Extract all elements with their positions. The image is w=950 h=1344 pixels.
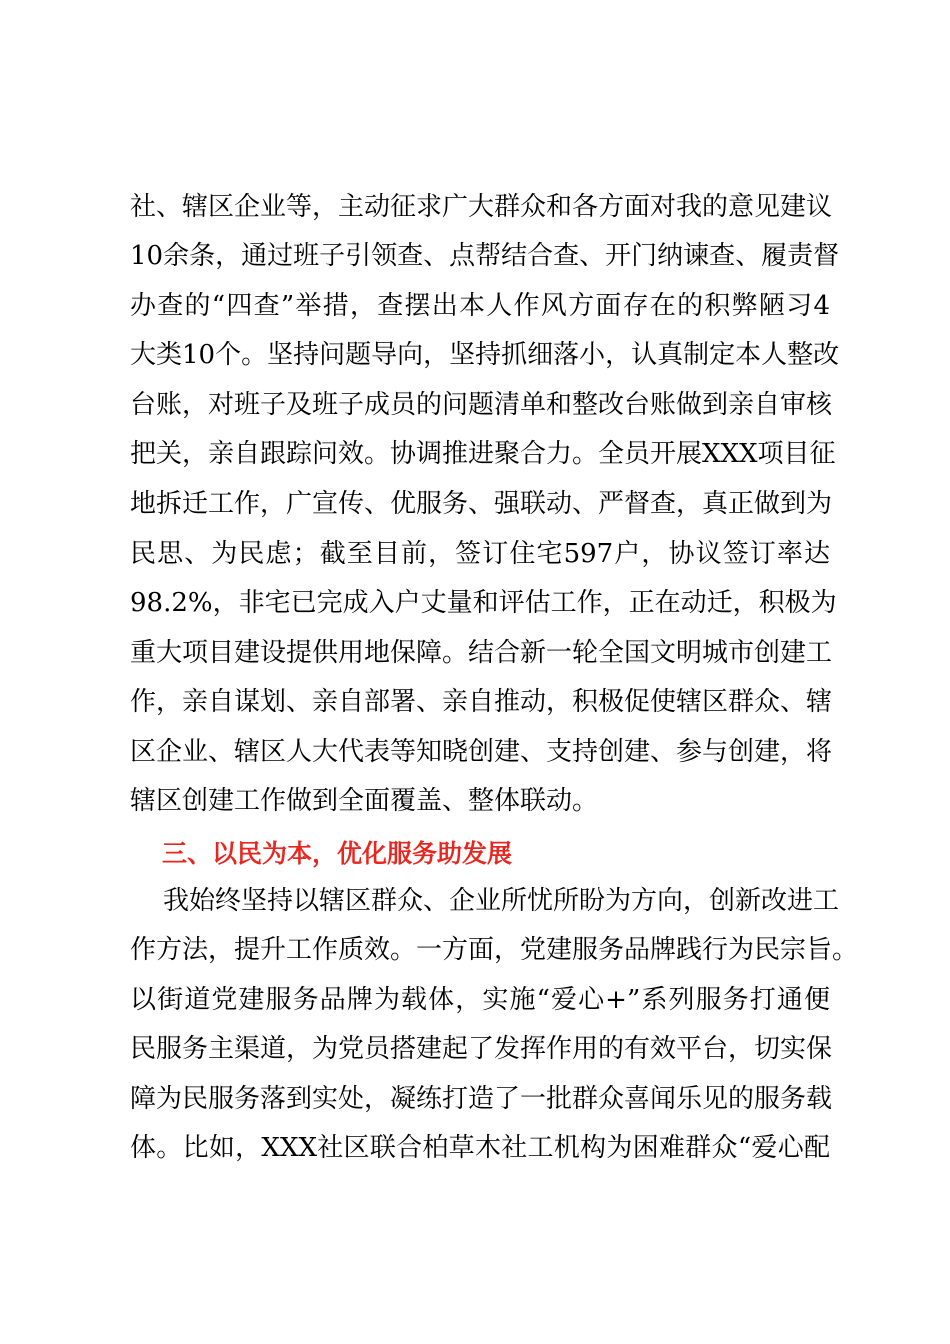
paragraph-1-line-9: 98.2%，非宅已完成入户丈量和评估工作，正在动迁，积极为 xyxy=(130,588,837,618)
paragraph-1-line-5: 台账，对班子及班子成员的问题清单和整改台账做到亲自审核 xyxy=(130,390,833,420)
paragraph-2-line-4: 民服务主渠道，为党员搭建起了发挥作用的有效平台，切实保 xyxy=(130,1034,833,1064)
paragraph-1-line-6: 把关，亲自跟踪问效。协调推进聚合力。全员开展XXX项目征 xyxy=(130,439,836,469)
paragraph-2-line-2: 作方法，提升工作质效。一方面，党建服务品牌践行为民宗旨。 xyxy=(130,935,859,965)
paragraph-1-line-4: 大类10个。坚持问题导向，坚持抓细落小，认真制定本人整改 xyxy=(130,340,840,370)
paragraph-2-line-6: 体。比如，XXX社区联合柏草木社工机构为困难群众“爱心配 xyxy=(130,1133,830,1163)
paragraph-1-line-7: 地拆迁工作，广宣传、优服务、强联动、严督查，真正做到为 xyxy=(130,489,833,519)
paragraph-1-line-8: 民思、为民虑；截至目前，签订住宅597户，协议签订率达 xyxy=(130,539,830,569)
paragraph-1-line-13: 辖区创建工作做到全面覆盖、整体联动。 xyxy=(130,786,599,816)
paragraph-1-line-2: 10余条，通过班子引领查、点帮结合查、开门纳谏查、履责督 xyxy=(130,241,840,271)
paragraph-1-line-11: 作，亲自谋划、亲自部署、亲自推动，积极促使辖区群众、辖 xyxy=(130,687,833,717)
paragraph-1-line-12: 区企业、辖区人大代表等知晓创建、支持创建、参与创建，将 xyxy=(130,737,833,767)
paragraph-2-line-5: 障为民服务落到实处，凝练打造了一批群众喜闻乐见的服务载 xyxy=(130,1084,833,1114)
paragraph-2-line-1: 我始终坚持以辖区群众、企业所忧所盼为方向，创新改进工 xyxy=(163,886,840,916)
paragraph-1-line-3: 办查的“四查”举措，查摆出本人作风方面存在的积弊陋习4 xyxy=(130,291,830,321)
section-heading: 三、以民为本，优化服务助发展 xyxy=(162,839,513,868)
paragraph-1-line-10: 重大项目建设提供用地保障。结合新一轮全国文明城市创建工 xyxy=(130,638,833,668)
paragraph-1-line-1: 社、辖区企业等，主动征求广大群众和各方面对我的意见建议 xyxy=(130,192,833,222)
paragraph-2-line-3: 以街道党建服务品牌为载体，实施“爱心+”系列服务打通便 xyxy=(130,985,830,1015)
